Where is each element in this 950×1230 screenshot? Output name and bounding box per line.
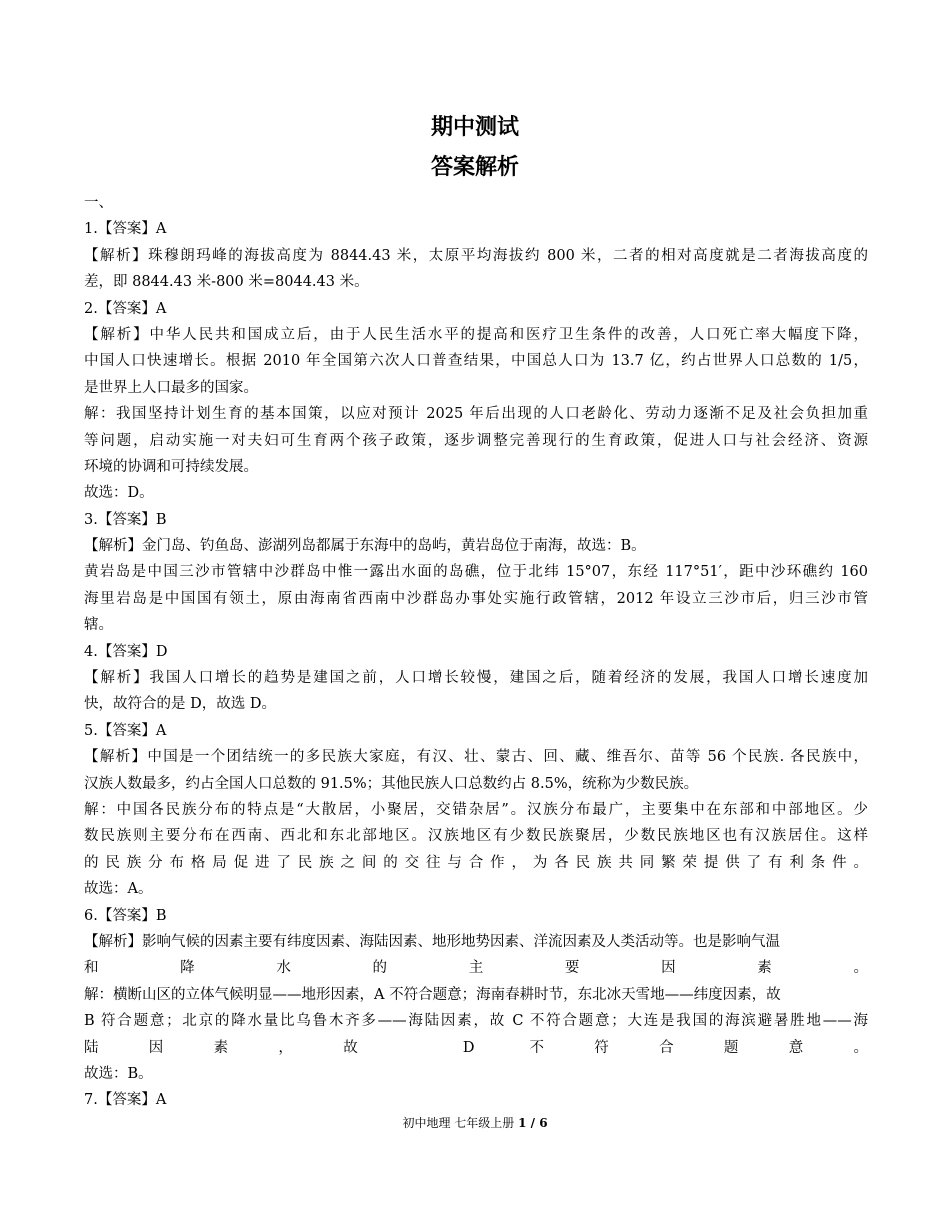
text-line: 3.【答案】B: [84, 511, 167, 528]
text-line: 黄岩岛是中国三沙市管辖中沙群岛中惟一露出水面的岛礁，位于北纬 15°07，东经 117°51′，距中沙环礁约 160: [84, 564, 868, 581]
text-line: 故选：A。: [84, 881, 153, 898]
text-line: 故选：B。: [84, 1065, 153, 1082]
text-line: 【解析】影响气候的因素主要有纬度因素、海陆因素、地形地势因素、洋流因素及人类活动等。也是影响气温: [84, 933, 780, 950]
text-line: 快，故符合的是 D，故选 D。: [84, 696, 276, 713]
text-line: 解：中国各民族分布的特点是“大散居，小聚居，交错杂居”。汉族分布最广，主要集中在东部和中部地区。少: [84, 801, 868, 818]
text-line: B 符合题意；北京的降水量比乌鲁木齐多——海陆因素，故 C 不符合题意；大连是我国的海滨避暑胜地——海: [84, 1013, 868, 1030]
text-line: 一、: [84, 195, 113, 211]
page-footer: [0, 1114, 950, 1132]
footer-label: 初中地理 七年级上册: [402, 1116, 515, 1130]
document-body: [84, 190, 868, 1114]
text-line: 的民族分布格局促进了民族之间的交往与合作，为各民族共同繁荣提供了有利条件。: [84, 854, 868, 871]
text-line: 7.【答案】A: [84, 1092, 167, 1109]
text-line: 2.【答案】A: [84, 300, 167, 317]
text-line: 数民族则主要分布在西南、西北和东北部地区。汉族地区有少数民族聚居，少数民族地区也有汉族居住。这样: [84, 828, 868, 845]
text-line: 【解析】金门岛、钓鱼岛、澎湖列岛都属于东海中的岛屿，黄岩岛位于南海，故选：B。: [84, 538, 646, 555]
text-line: 1.【答案】A: [84, 221, 167, 238]
text-line: 汉族人数最多，约占全国人口总数的 91.5%；其他民族人口总数约占 8.5%，统称为少数民族。: [84, 775, 699, 792]
text-line: 【解析】中国是一个团结统一的多民族大家庭，有汉、壮、蒙古、回、藏、维吾尔、苗等 56 个民族. 各民族中，: [84, 749, 868, 766]
text-line: 【解析】中华人民共和国成立后，由于人民生活水平的提高和医疗卫生条件的改善，人口死亡率大幅度下降，: [84, 326, 868, 343]
text-line: 辖。: [84, 617, 113, 634]
text-line: 陆因素，故 D 不符合题意。: [84, 1039, 868, 1056]
page-subtitle: 答案解析: [430, 155, 519, 180]
text-line: 解：我国坚持计划生育的基本国策，以应对预计 2025 年后出现的人口老龄化、劳动力逐渐不足及社会负担加重: [84, 406, 868, 423]
text-line: 【解析】我国人口增长的趋势是建国之前，人口增长较慢，建国之后，随着经济的发展，我国人口增长速度加: [84, 670, 868, 687]
text-line: 差，即 8844.43 米-800 米=8044.43 米。: [84, 274, 369, 291]
text-line: 海里岩岛是中国国有领土，原由海南省西南中沙群岛办事处实施行政管辖，2012 年设立三沙市后，归三沙市管: [84, 590, 868, 607]
text-line: 4.【答案】D: [84, 643, 168, 660]
text-line: 等问题，启动实施一对夫妇可生育两个孩子政策，逐步调整完善现行的生育政策，促进人口与社会经济、资源: [84, 432, 868, 449]
text-line: 是世界上人口最多的国家。: [84, 379, 258, 396]
text-line: 5.【答案】A: [84, 722, 167, 739]
text-line: 6.【答案】B: [84, 907, 167, 924]
page-title: 期中测试: [430, 115, 519, 140]
text-line: 【解析】珠穆朗玛峰的海拔高度为 8844.43 米，太原平均海拔约 800 米，二者的相对高度就是二者海拔高度的: [84, 247, 868, 264]
text-line: 解：横断山区的立体气候明显——地形因素，A 不符合题意；海南春耕时节，东北冰天雪地——纬度因素，故: [84, 986, 781, 1003]
text-line: 中国人口快速增长。根据 2010 年全国第六次人口普查结果，中国总人口为 13.7 亿，约占世界人口总数的 1/5，: [84, 353, 868, 370]
page-number: 1 / 6: [518, 1116, 548, 1130]
text-line: 和降水的主要因素。: [84, 960, 868, 977]
text-line: 故选：D。: [84, 485, 154, 502]
text-line: 环境的协调和可持续发展。: [84, 458, 258, 475]
